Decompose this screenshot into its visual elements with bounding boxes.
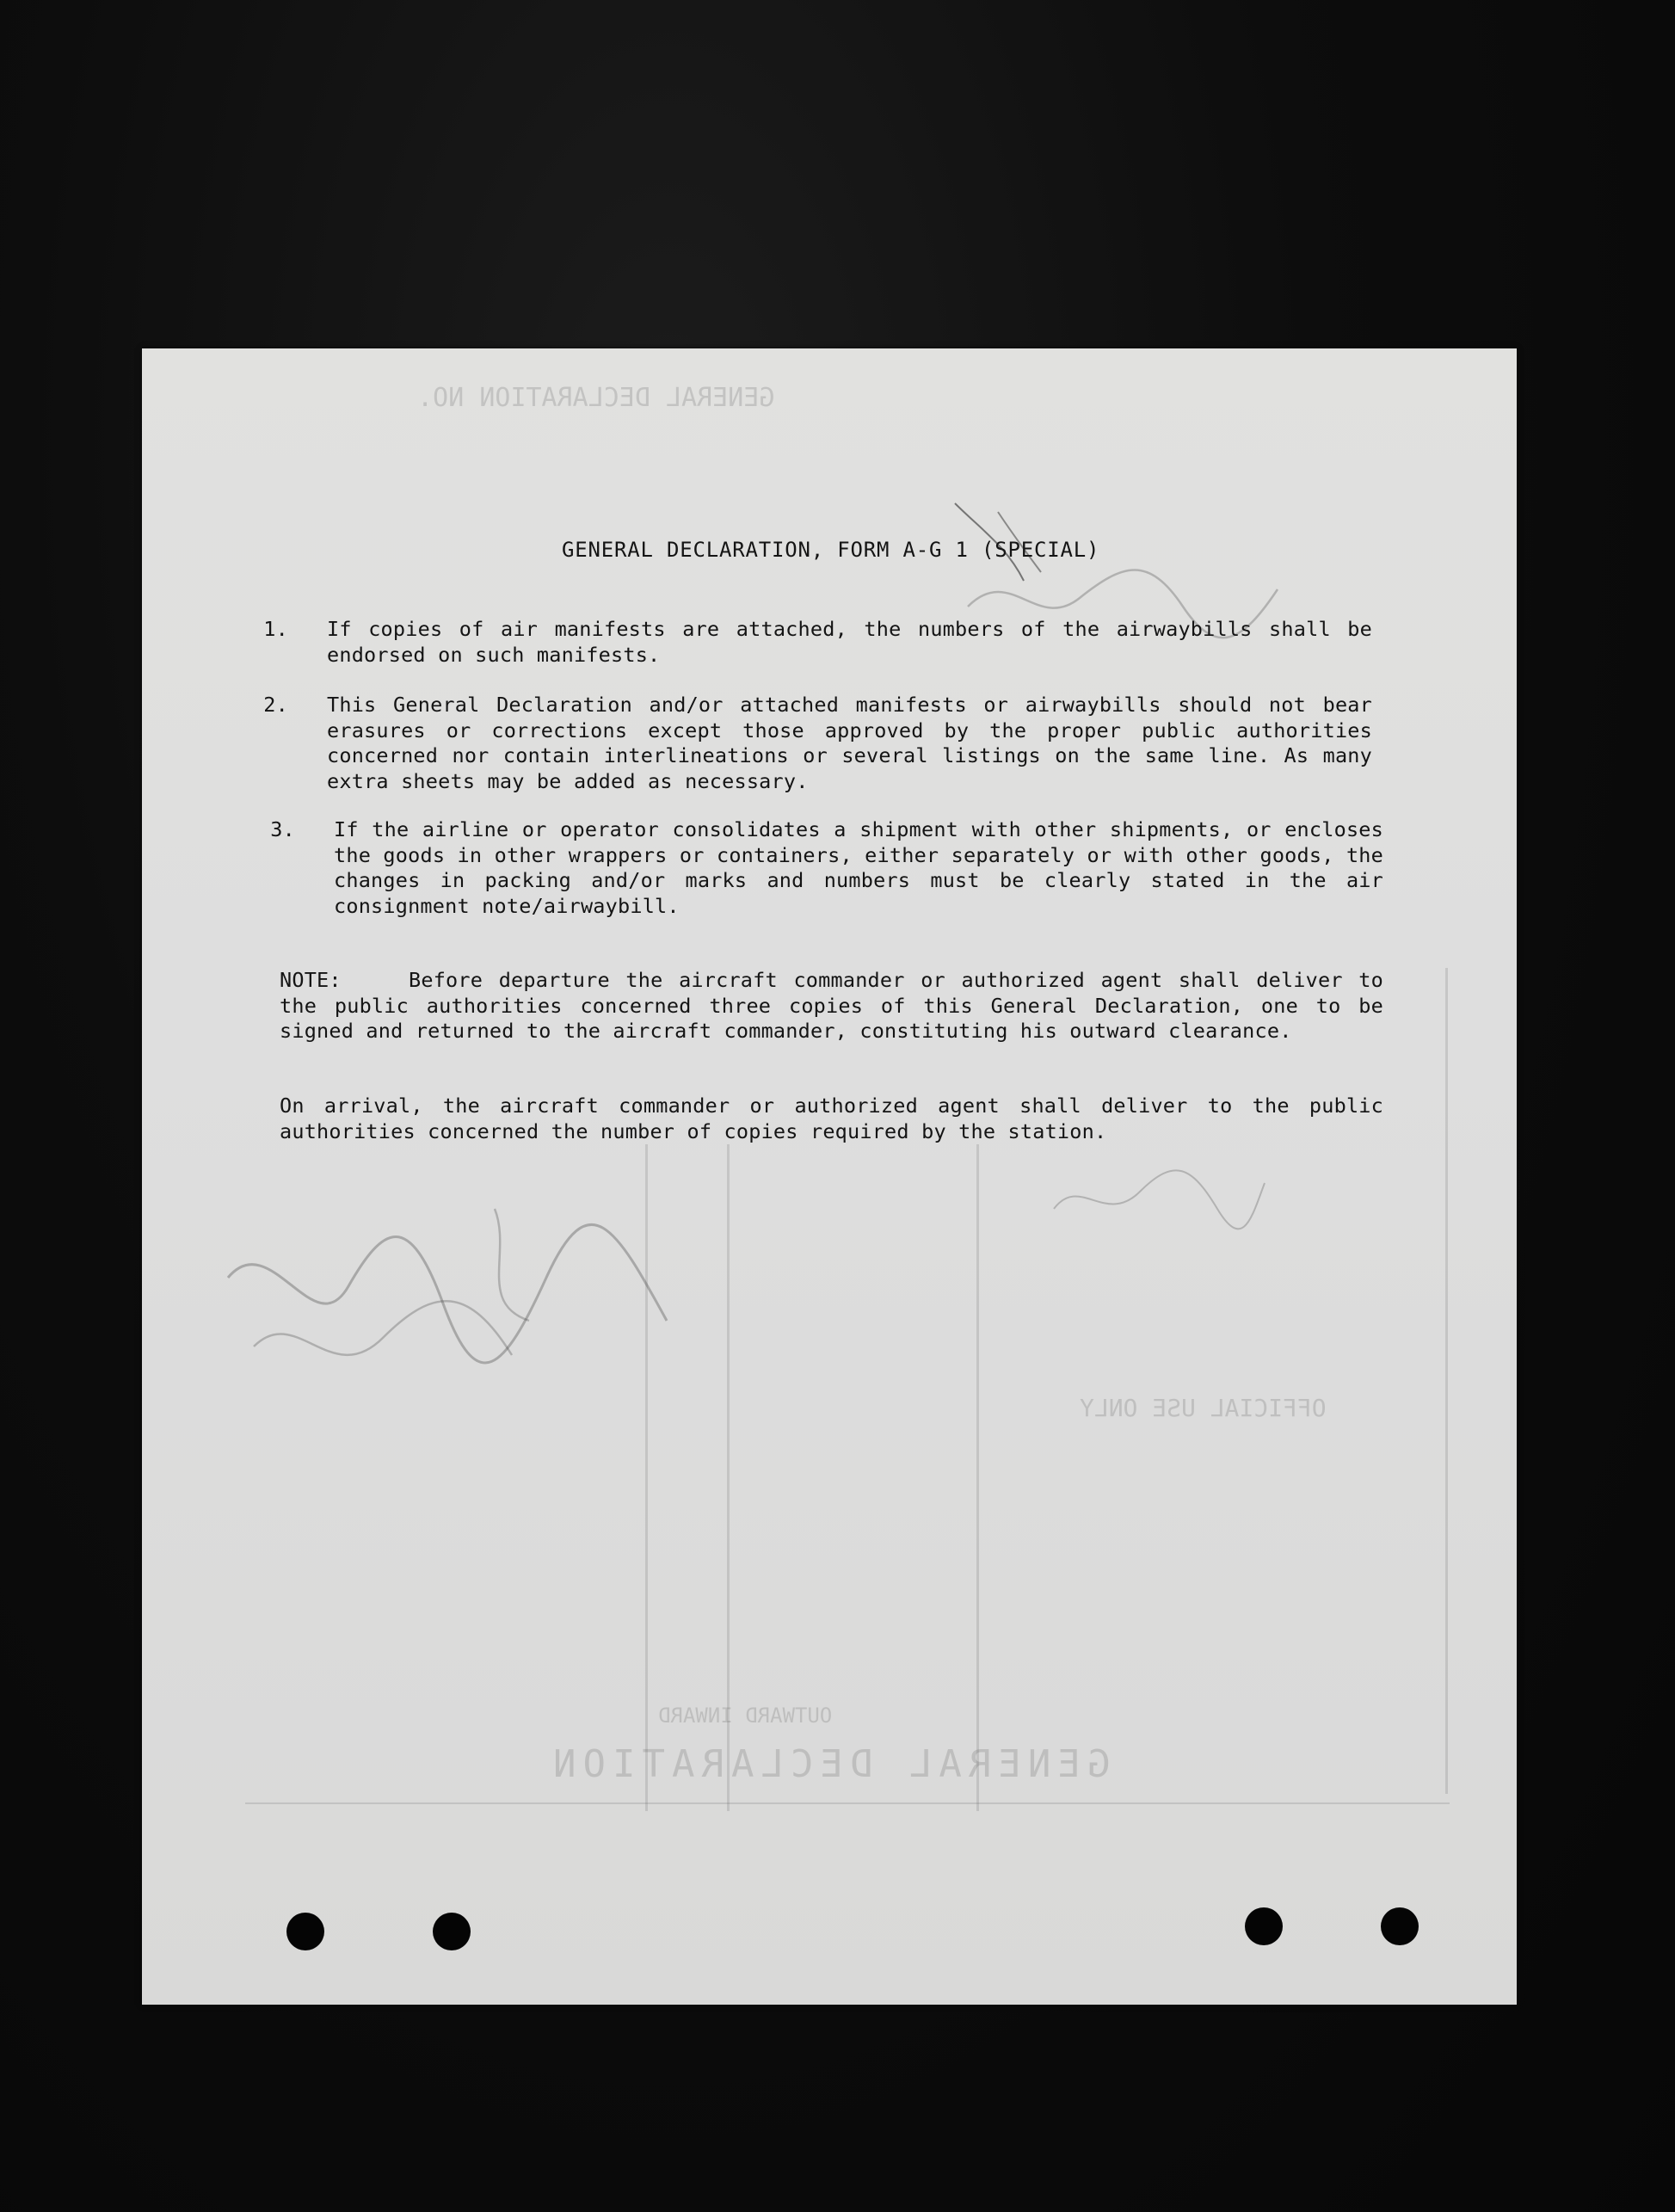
form-title: GENERAL DECLARATION, FORM A-G 1 (SPECIAL) bbox=[562, 538, 1100, 562]
item-text: If the airline or operator consolidates a shipment with other shipments, or encloses the goods in other wrappers or containers, either separately or with other goods, the changes in packing and/or marks and numbers must be clearly stated in the air consignment note/airwaybill. bbox=[334, 817, 1383, 918]
punch-hole bbox=[1245, 1907, 1283, 1945]
bleed-through-handwriting bbox=[1045, 1157, 1269, 1235]
bleed-through-rule bbox=[976, 1144, 979, 1811]
arrival-paragraph: On arrival, the aircraft commander or authorized agent shall deliver to the public authorities concerned the number of copies required by the station. bbox=[280, 1094, 1383, 1143]
item-text: If copies of air manifests are attached, the numbers of the airwaybills shall be endorsed on such manifests. bbox=[327, 617, 1372, 667]
item-number: 3. bbox=[270, 817, 295, 841]
item-number: 2. bbox=[263, 693, 288, 717]
note-text: Before departure the aircraft commander or authorized agent shall deliver to the public authorities concerned three copies of this General Declaration, one to be signed and returned to the aircraft commander, constituting his outward clearance. bbox=[280, 968, 1383, 1043]
punch-hole bbox=[1381, 1907, 1419, 1945]
bleed-through-handwriting bbox=[219, 1174, 701, 1415]
punch-hole bbox=[286, 1913, 324, 1950]
document-page bbox=[142, 348, 1517, 2005]
bleed-through-text: OUTWARD INWARD bbox=[658, 1704, 833, 1728]
bleed-through-text: OFFICIAL USE ONLY bbox=[1080, 1394, 1327, 1422]
bleed-through-rule bbox=[1445, 968, 1448, 1794]
bleed-through-text: GENERAL DECLARATION NO. bbox=[417, 383, 775, 413]
note-paragraph bbox=[280, 968, 1383, 1044]
note-label: NOTE: bbox=[280, 968, 342, 992]
bleed-through-text: GENERAL DECLARATION bbox=[546, 1742, 1111, 1786]
item-number: 1. bbox=[263, 617, 288, 641]
punch-hole bbox=[433, 1913, 471, 1950]
bleed-through-rule bbox=[727, 1144, 730, 1811]
item-text: This General Declaration and/or attached manifests or airwaybills should not bear erasures or corrections except those approved by the proper public authorities concerned nor contain interlineations or several listings on the same line. As many extra sheets may be added as necessary. bbox=[327, 693, 1372, 793]
bleed-through-rule bbox=[645, 1144, 648, 1811]
bleed-through-rule bbox=[245, 1802, 1450, 1804]
